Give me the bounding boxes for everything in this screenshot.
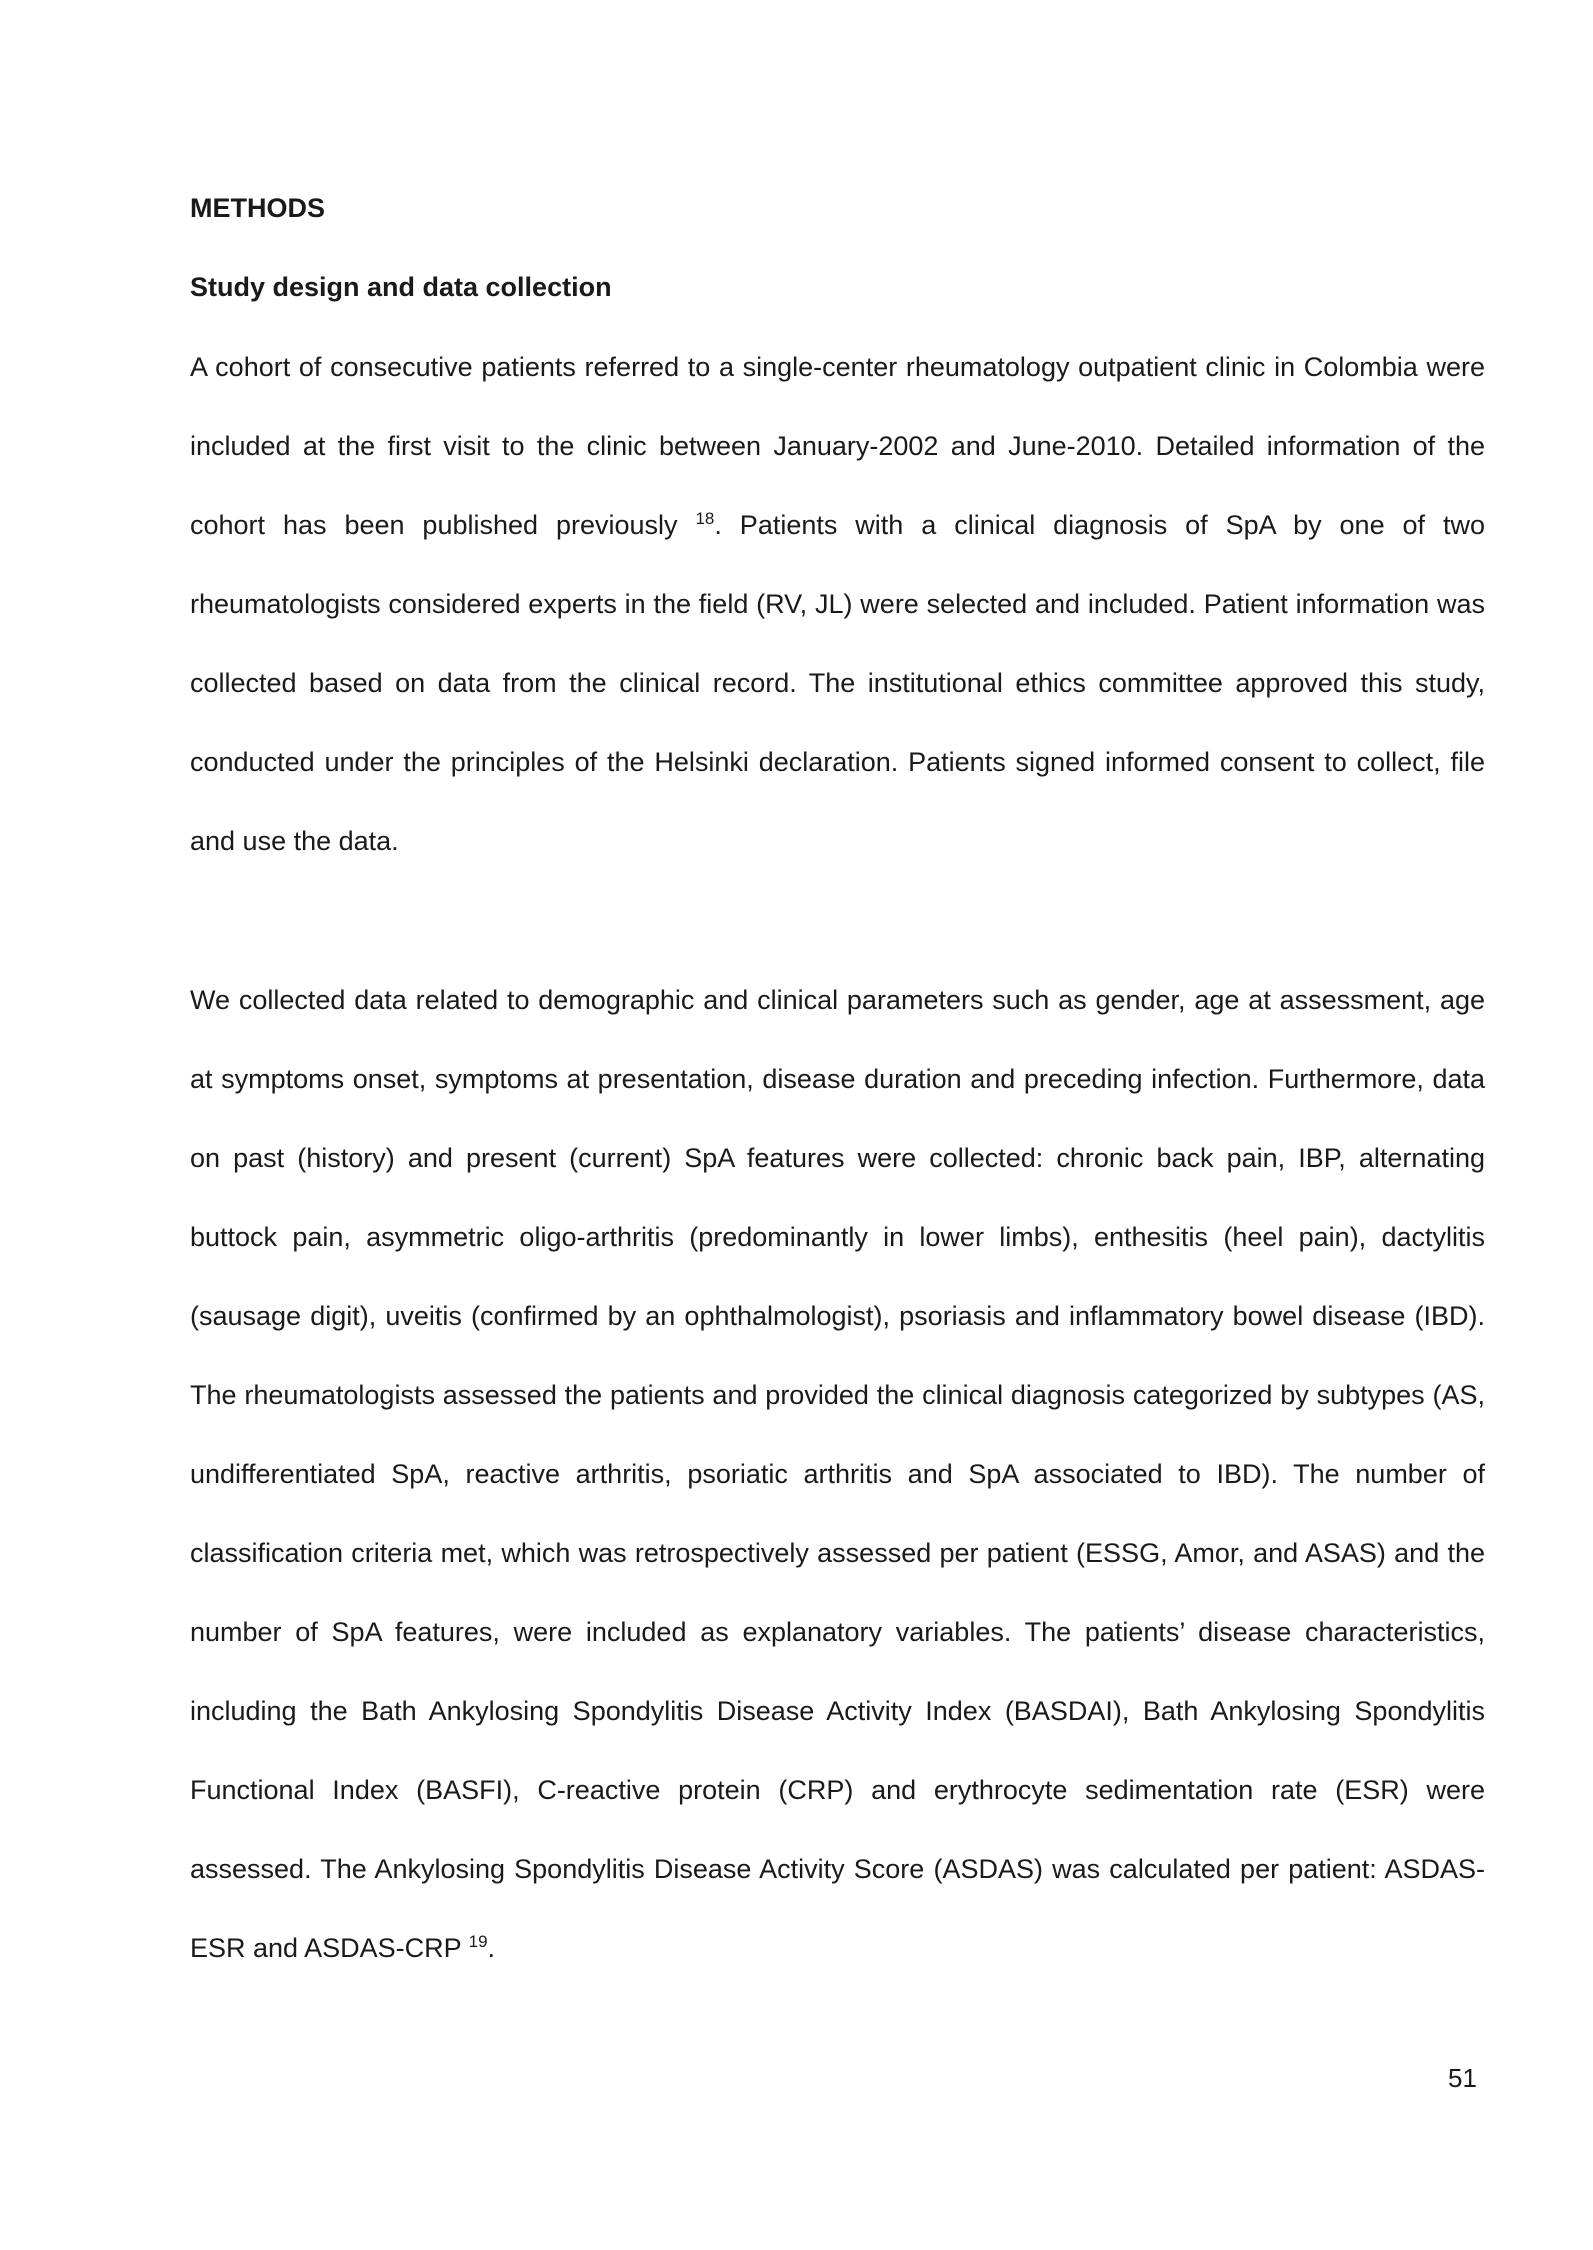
paragraph-text: A cohort of consecutive patients referred to a single-center rheumatology outpatient clinic in Colombia were included at the first visit to the clinic between January-2002 and June-2010. Detailed information of the cohort has been published previously xyxy=(190,352,1485,540)
paragraph-study-design xyxy=(190,328,1485,881)
subsection-title: Study design and data collection xyxy=(190,272,612,302)
reference-superscript: 19 xyxy=(468,1932,488,1951)
page-number: 51 xyxy=(1448,2063,1477,2093)
paragraph-text: . Patients with a clinical diagnosis of SpA by one of two rheumatologists considered experts in the field (RV, JL) were selected and included. Patient information was collected based on data from the clinical record. The institutional ethics committee approved this study, conducted under the principles of the Helsinki declaration. Patients signed informed consent to collect, file and use the data. xyxy=(190,510,1485,856)
paragraph-text: . xyxy=(487,1933,496,1963)
paragraph-text: We collected data related to demographic and clinical parameters such as gender, age at assessment, age at symptoms onset, symptoms at presentation, disease duration and preceding infection. Furthermore, data on past (history) and present (current) SpA features were collected: chronic back pain, IBP, alternating buttock pain, asymmetric oligo-arthritis (predominantly in lower limbs), enthesitis (heel pain), dactylitis (sausage digit), uveitis (confirmed by an ophthalmologist), psoriasis and inflammatory bowel disease (IBD). The rheumatologists assessed the patients and provided the clinical diagnosis categorized by subtypes (AS, undifferentiated SpA, reactive arthritis, psoriatic arthritis and SpA associated to IBD). The number of classification criteria met, which was retrospectively assessed per patient (ESSG, Amor, and ASAS) and the number of SpA features, were included as explanatory variables. The patients’ disease characteristics, including the Bath Ankylosing Spondylitis Disease Activity Index (BASDAI), Bath Ankylosing Spondylitis Functional Index (BASFI), C-reactive protein (CRP) and erythrocyte sedimentation rate (ESR) were assessed. The Ankylosing Spondylitis Disease Activity Score (ASDAS) was calculated per patient: ASDAS-ESR and ASDAS-CRP xyxy=(190,985,1485,1963)
paragraph-data-collected xyxy=(190,961,1485,1988)
section-title: METHODS xyxy=(190,193,325,223)
reference-superscript: 18 xyxy=(695,509,715,528)
